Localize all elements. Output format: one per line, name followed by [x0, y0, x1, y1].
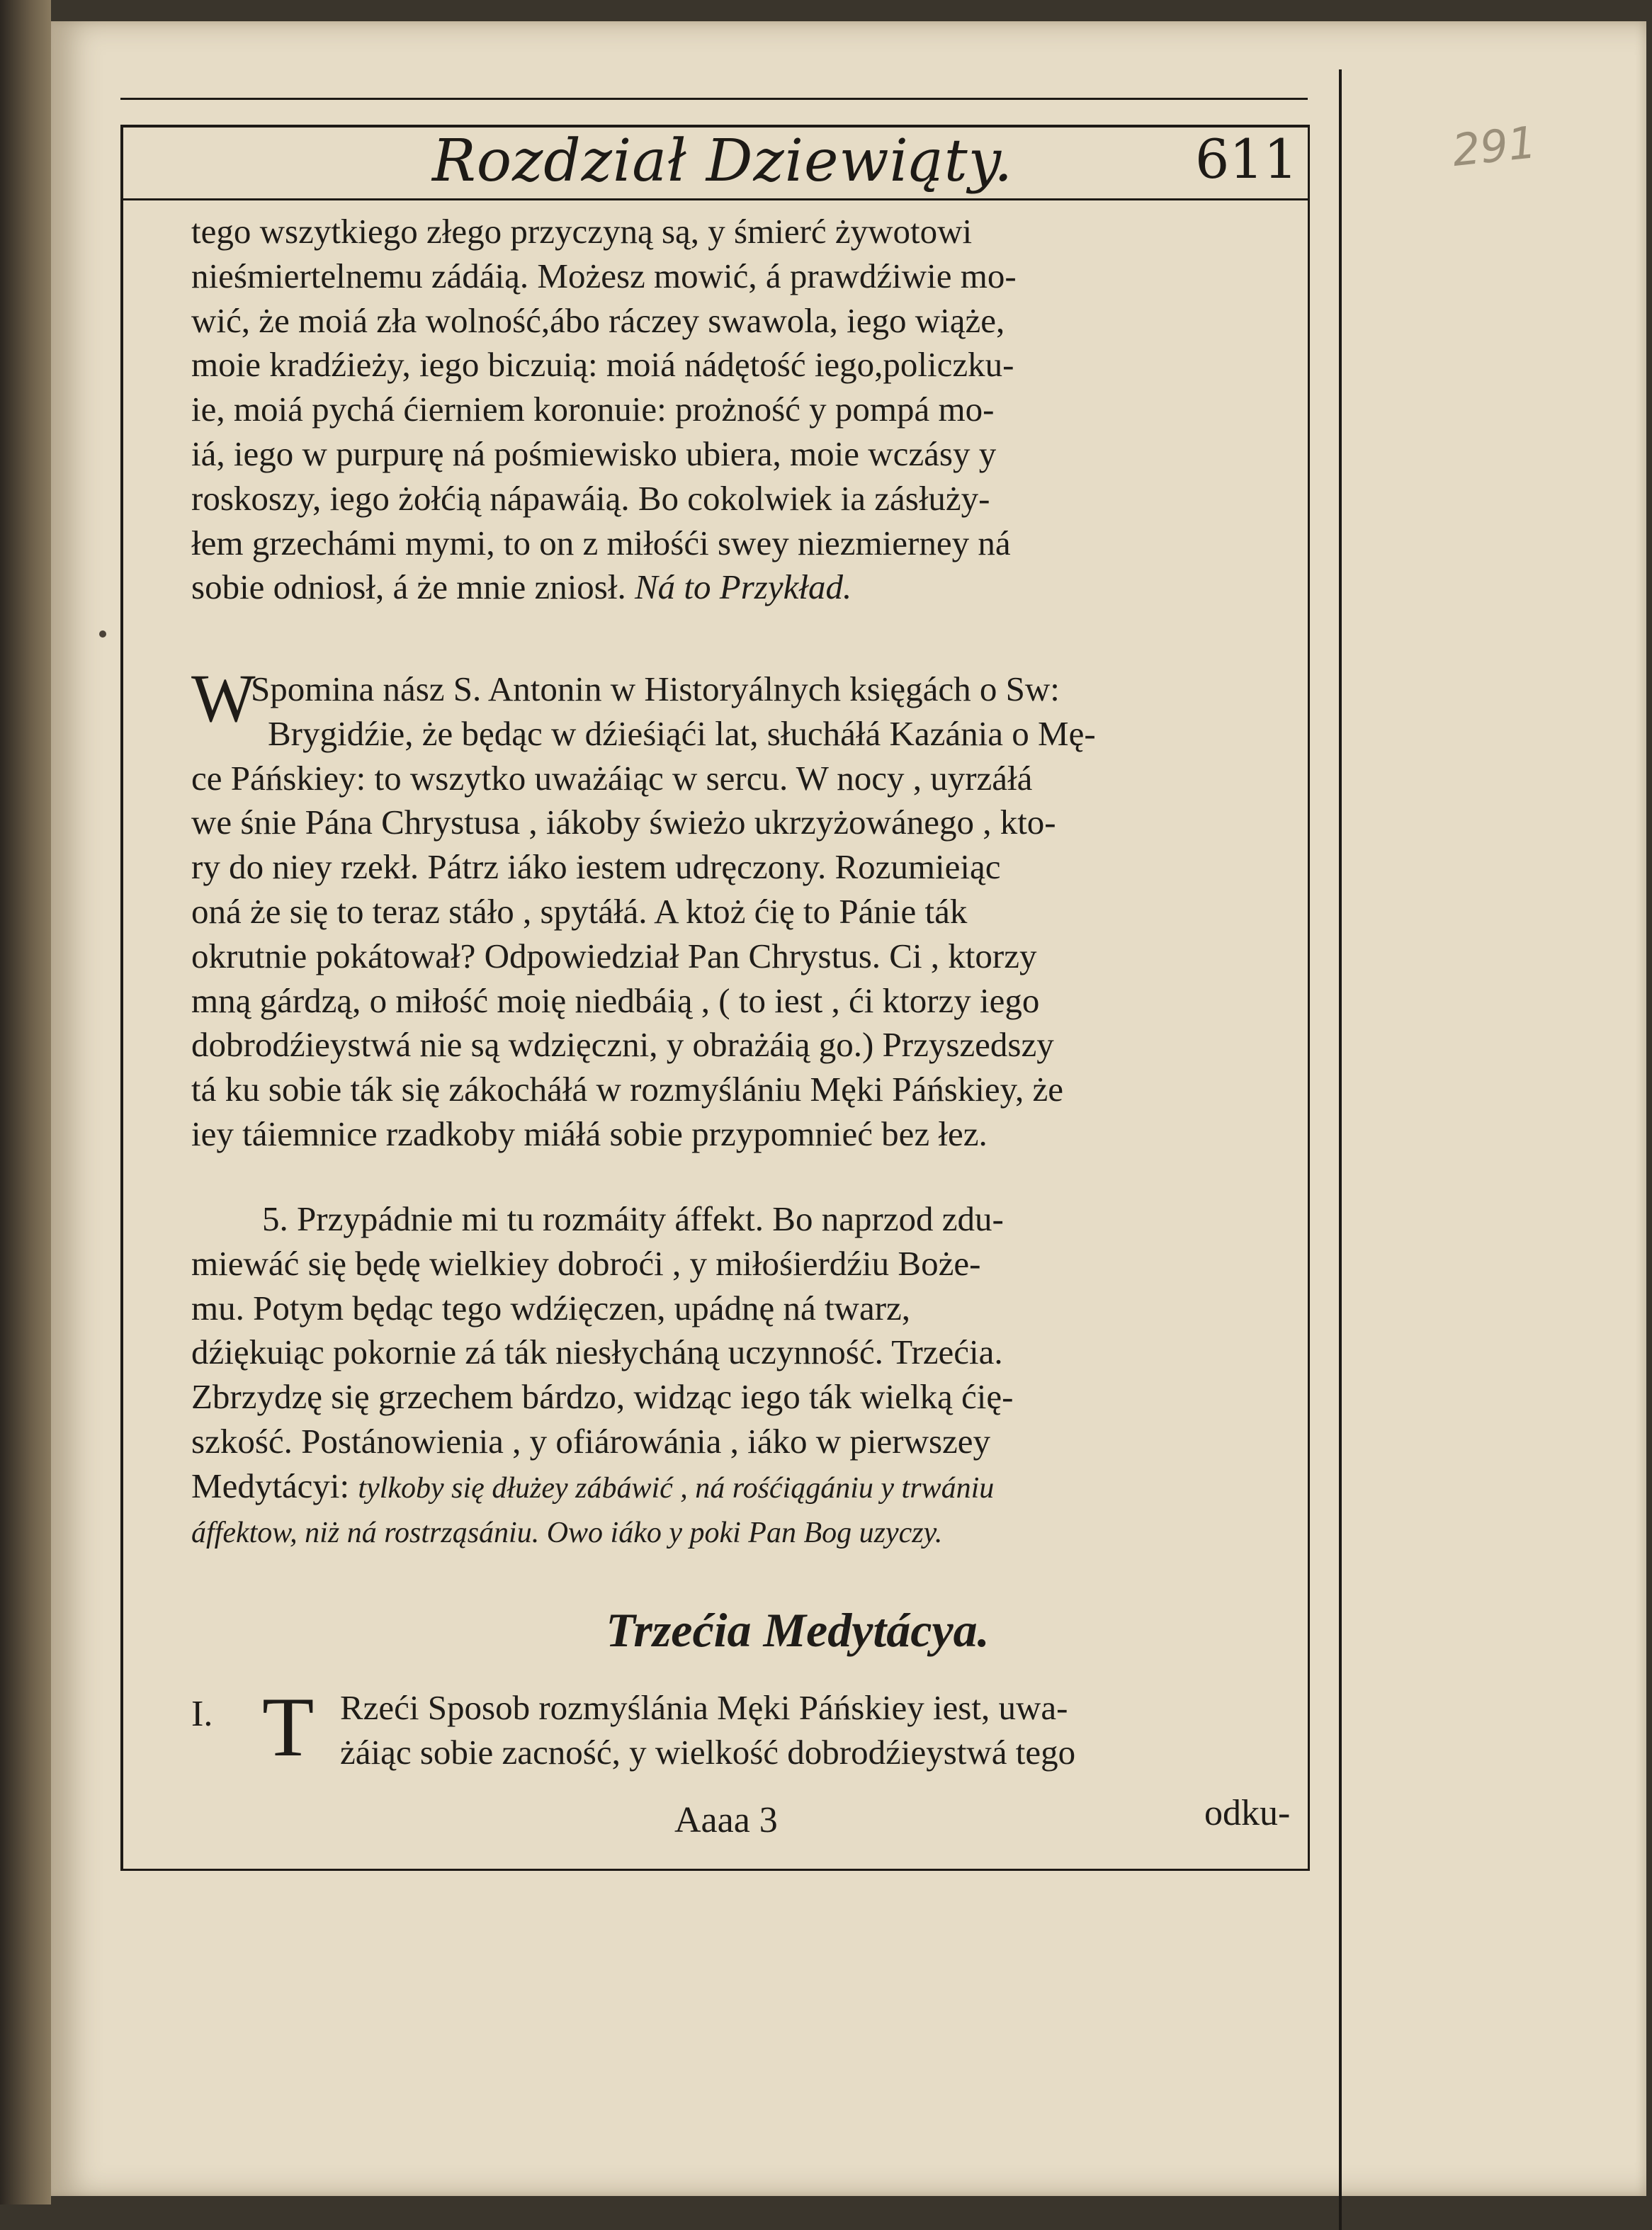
text-line: Brygidźie, że będąc w dźieśiąći lat, słucháłá Kazánia o Mę-: [268, 713, 1096, 753]
text-line: ie, moiá pychá ćierniem koronuie: prożność y pompá mo-: [191, 390, 995, 429]
text-line: miewáć się będę wielkiey dobroći , y miłośierdźiu Boże-: [191, 1243, 981, 1283]
text-line: szkość. Postánowienia , y ofiárowánia , iáko w pierwszey: [191, 1421, 991, 1461]
signature-mark: Aaaa 3: [674, 1800, 778, 1840]
text-line: oná że się to teraz stáło , spytáłá. A ktoż ćię to Pánie ták: [191, 891, 968, 931]
page-number: 611: [1194, 128, 1298, 191]
section-heading: Trzećia Medytácya.: [606, 1603, 990, 1657]
drop-cap-w: W: [191, 660, 256, 736]
text-line: tá ku sobie ták się zákocháłá w rozmyślániu Męki Páńskiey, że: [191, 1070, 1063, 1109]
text-line: Zbrzydzę się grzechem bárdzo, widząc iego ták wielką ćię-: [191, 1377, 1014, 1417]
section-number: I.: [191, 1694, 213, 1734]
text-line: łem grzechámi mymi, to on z miłośći swey niezmierney ná: [191, 523, 1011, 562]
text-line: ce Páńskiey: to wszytko uważáiąc w sercu. W nocy , uyrzáłá: [191, 758, 1033, 798]
text-line: iá, iego w purpurę ná pośmiewisko ubiera, moie wczásy y: [191, 434, 997, 473]
running-header: [120, 128, 1311, 198]
text-line: wić, że moiá zła wolność,ábo ráczey swawola, iego wiąże,: [191, 300, 1005, 340]
text-line: roskoszy, iego żołćią nápawáią. Bo cokolwiek ia zásłuży-: [191, 478, 990, 518]
paragraph-1: [191, 210, 1367, 610]
text-line: 5. Przypádnie mi tu rozmáity áffekt. Bo naprzod zdu-: [262, 1199, 1004, 1238]
text-line: dźiękuiąc pokornie zá ták niesłycháną uczynność. Trzećia.: [191, 1332, 1003, 1372]
example-cue: Ná to Przykład.: [635, 567, 852, 607]
text-line: [191, 1464, 1367, 1511]
paragraph-4: [191, 1680, 1367, 1775]
text-line: ry do niey rzekł. Pátrz iáko iestem udręczony. Rozumieiąc: [191, 847, 1001, 887]
frame-rule-header: [120, 198, 1308, 200]
text-line: [191, 565, 1367, 610]
text-line: áffektow, niż ná rostrząsániu. Owo iáko y poki Pan Bog uzyczy.: [191, 1516, 943, 1549]
paragraph-3: [191, 1197, 1367, 1555]
drop-cap-t: T: [262, 1680, 315, 1774]
text-line: żáiąc sobie zacność, y wielkość dobrodźieystwá tego: [340, 1732, 1076, 1772]
paragraph-2: [191, 667, 1367, 1157]
text-line: okrutnie pokátował? Odpowiedział Pan Chrystus. Ci , ktorzy: [191, 936, 1037, 975]
catchword: odku-: [1204, 1793, 1291, 1833]
text-line: we śnie Pána Chrystusa , iákoby świeżo ukrzyżowánego , kto-: [191, 803, 1056, 842]
frame-rule-bottom: [120, 1869, 1308, 1871]
text-line: dobrodźieystwá nie są wdzięczni, y obrażáią go.) Przyszedszy: [191, 1025, 1054, 1065]
text-line: nieśmiertelnemu zádáią. Możesz mowić, á prawdźiwie mo-: [191, 256, 1017, 295]
text-segment: sobie odniosł, á że mnie zniosł.: [191, 567, 626, 607]
text-line: Rzeći Sposob rozmyślánia Męki Páńskiey iest, uwa-: [340, 1688, 1068, 1727]
italic-segment: tylkoby się dłużey zábáwić , ná rośćiągániu y trwániu: [358, 1471, 995, 1505]
text-line: iey táiemnice rzadkoby miáłá sobie przypomnieć bez łez.: [191, 1114, 988, 1153]
chapter-title: Rozdział Dziewiąty.: [432, 128, 1014, 195]
text-segment: Medytácyi:: [191, 1466, 350, 1505]
pencil-folio-note: 291: [1449, 116, 1539, 176]
text-line: moie kradźieży, iego biczuią: moiá nádętość iego,policzku-: [191, 345, 1014, 385]
text-line: Spomina nász S. Antonin w Historyálnych księgách o Sw:: [251, 669, 1060, 708]
book-gutter: [0, 0, 51, 2204]
text-line: mną gárdzą, o miłość moię niedbáią , ( to iest , ći ktorzy iego: [191, 980, 1040, 1020]
text-line: mu. Potym będąc tego wdźięczen, upádnę ná twarz,: [191, 1288, 911, 1328]
text-line: tego wszytkiego złego przyczyną są, y śmierć żywotowi: [191, 212, 973, 251]
margin-dot: [99, 630, 106, 638]
frame-rule-top: [120, 98, 1308, 100]
